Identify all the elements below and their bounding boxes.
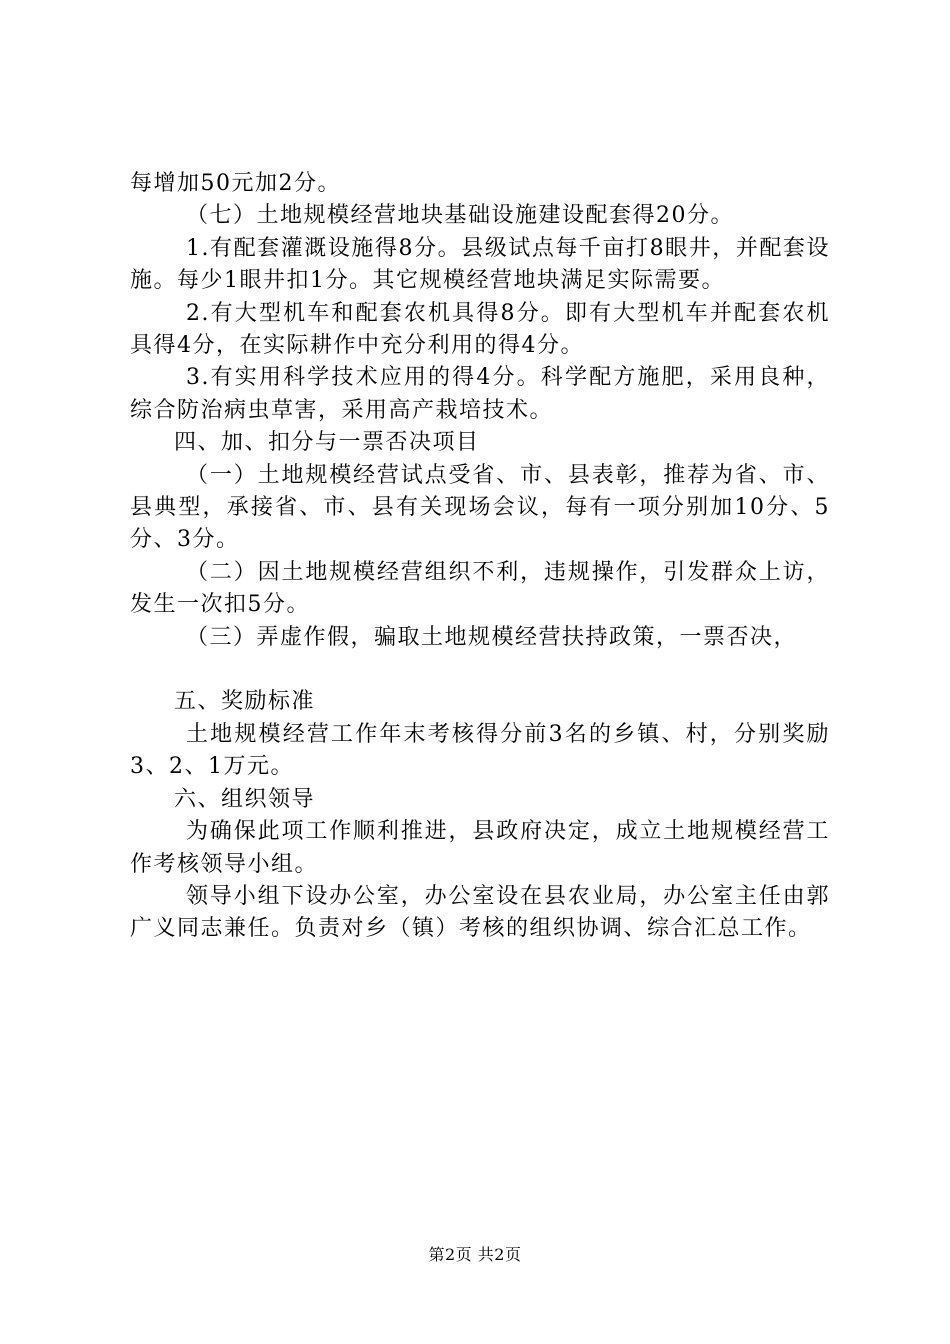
- paragraph-score-increment: 每增加50元加2分。: [130, 171, 341, 196]
- paragraph-machinery: 2.有大型机车和配套农机具得8分。即有大型机车并配套农机具得4分，在实际耕作中充分利用的得4分。: [130, 300, 830, 359]
- paragraph-technology: 3.有实用科学技术应用的得4分。科学配方施肥，采用良种，综合防治病虫草害，采用高产栽培技术。: [130, 365, 830, 423]
- page-footer: 第2页 共2页: [428, 1245, 522, 1264]
- paragraph-irrigation: 1.有配套灌溉设施得8分。县级试点每千亩打8眼井，并配套设施。每少1眼井扣1分。其它规模经营地块满足实际需要。: [130, 235, 830, 294]
- blank-line: [130, 654, 830, 686]
- paragraph-violation-deduction: （二）因土地规模经营组织不利，违规操作，引发群众上访，发生一次扣5分。: [130, 559, 830, 618]
- paragraph-office: 领导小组下设办公室，办公室设在县农业局，办公室主任由郭广义同志兼任。负责对乡（镇）考核的组织协调、综合汇总工作。: [130, 883, 830, 942]
- paragraph-commendation-bonus: （一）土地规模经营试点受省、市、县表彰，推荐为省、市、县典型，承接省、市、县有关现场会议，每有一项分别加10分、5分、3分。: [130, 462, 830, 553]
- document-body: [130, 168, 830, 946]
- section-heading-bonus-deduction: 四、加、扣分与一票否决项目: [174, 430, 480, 456]
- paragraph-leadership-group: 为确保此项工作顺利推进，县政府决定，成立土地规模经营工作考核领导小组。: [130, 819, 830, 877]
- section-heading-reward: 五、奖励标准: [174, 689, 316, 715]
- section-heading-leadership: 六、组织领导: [174, 786, 316, 812]
- paragraph-reward-standard: 土地规模经营工作年末考核得分前3名的乡镇、村，分别奖励3、2、1万元。: [130, 721, 830, 780]
- paragraph-infrastructure-heading: （七）土地规模经营地块基础设施建设配套得20分。: [186, 203, 734, 229]
- paragraph-veto: （三）弄虚作假，骗取土地规模经营扶持政策，一票否决，: [186, 624, 798, 650]
